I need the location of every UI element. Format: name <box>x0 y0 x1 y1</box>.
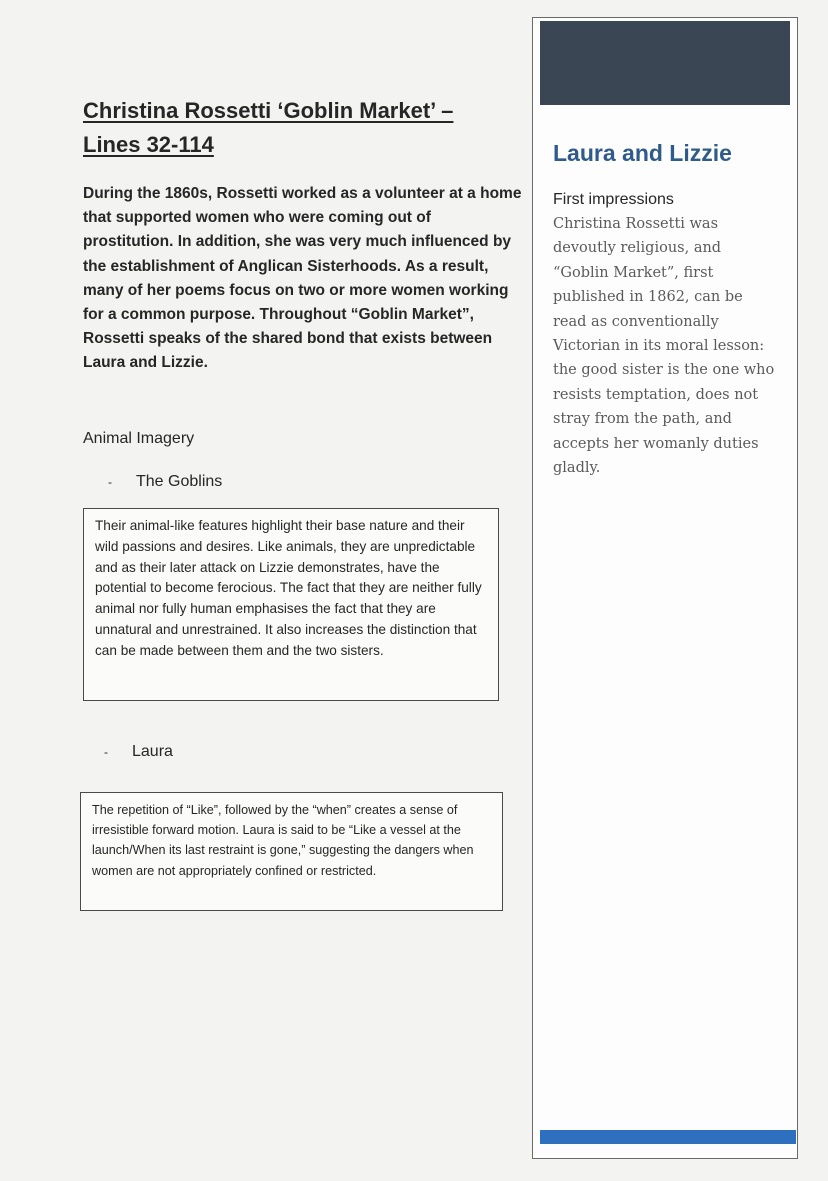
sidebar-panel <box>532 17 798 1159</box>
page-title-line-1: Christina Rossetti ‘Goblin Market’ – <box>83 98 454 123</box>
sub-heading-laura-label: Laura <box>132 743 173 760</box>
sidebar-subtitle: First impressions <box>553 191 674 208</box>
sidebar-footer-bar <box>540 1130 796 1144</box>
intro-paragraph: During the 1860s, Rossetti worked as a volunteer at a home that supported women who were coming out of prostitution. In addition, she was very much influenced by the establishment of Anglican Sisterhoods. As a result, many of her poems focus on two or more women working for a common purpose. Throughout “Goblin Market”, Rossetti speaks of the shared bond that exists between Laura and Lizzie. <box>83 185 522 372</box>
section-heading-animal-imagery: Animal Imagery <box>83 430 195 447</box>
bullet-dash: - <box>104 745 108 759</box>
sub-heading-goblins-label: The Goblins <box>136 473 223 490</box>
sidebar-title: Laura and Lizzie <box>553 140 732 166</box>
sub-heading-laura <box>104 741 173 763</box>
page-title-line-2: Lines 32-114 <box>83 132 214 157</box>
goblins-note-box: Their animal-like features highlight their base nature and their wild passions and desires. Like animals, they are unpredictable and as their later attack on Lizzie demonstrates, have the potential to become ferocious. The fact that they are neither fully animal nor fully human emphasises the fact that they are unnatural and unrestrained. It also increases the distinction that can be made between them and the two sisters. <box>83 508 499 701</box>
page-title <box>83 94 523 162</box>
sub-heading-goblins <box>108 471 222 493</box>
sidebar-body-text: Christina Rossetti was devoutly religious, and “Goblin Market”, first published in 1862, can be read as conventionally Victorian in its moral lesson: the good sister is the one who resists temptation, does not stray from the path, and accepts her womanly duties gladly. <box>553 216 775 477</box>
bullet-dash: - <box>108 475 112 489</box>
laura-note-box: The repetition of “Like”, followed by the “when” creates a sense of irresistible forward motion. Laura is said to be “Like a vessel at the launch/When its last restraint is gone,” suggesting the dangers when women are not appropriately confined or restricted. <box>80 792 503 911</box>
sidebar-header-bar <box>540 21 790 105</box>
